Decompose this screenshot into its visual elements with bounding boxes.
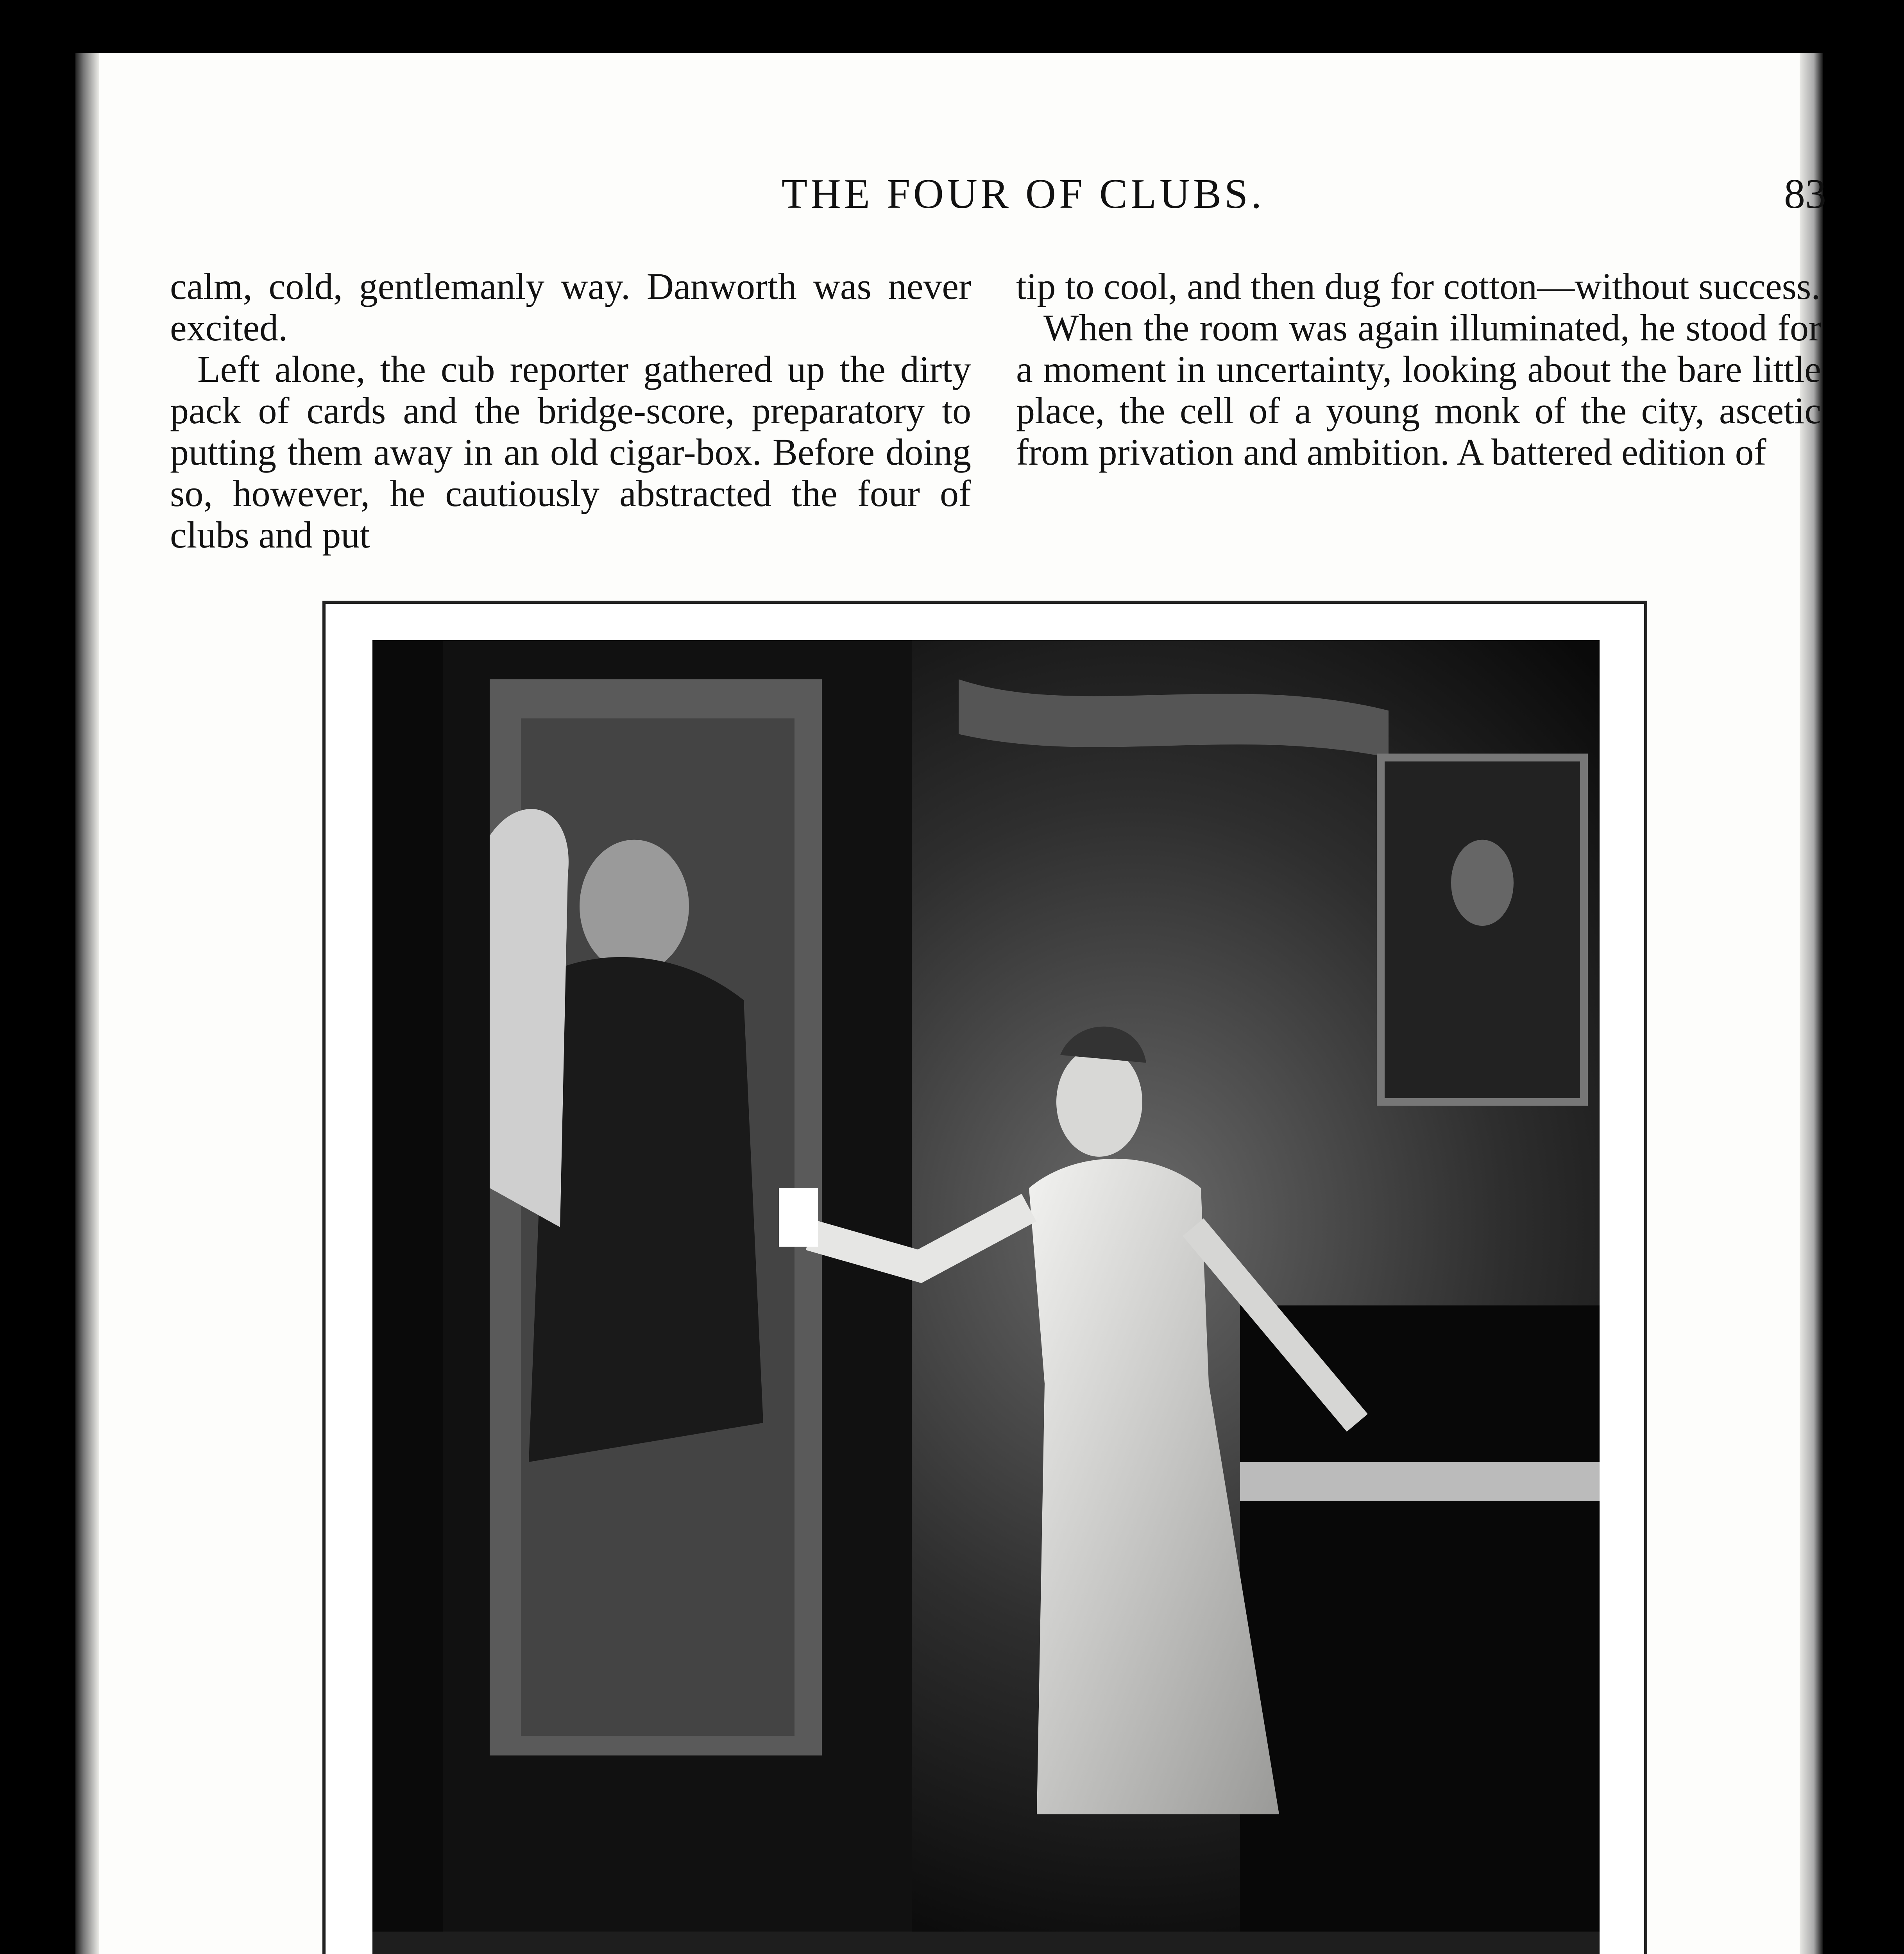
portrait-face: [1451, 840, 1514, 926]
page-number: 83: [1784, 171, 1826, 217]
column-top-left: [170, 266, 971, 556]
spine-shadow: [75, 53, 99, 1954]
paragraph: calm, cold, gentlemanly way. Danworth was never excited.: [170, 265, 971, 349]
running-title: THE FOUR OF CLUBS.: [781, 171, 1265, 217]
piano: [1240, 1305, 1600, 1954]
page-header: [75, 170, 1826, 217]
illustration-drawing: [372, 640, 1600, 1954]
paragraph: tip to cool, and then dug for cotton—without success.: [1016, 265, 1821, 307]
piano-keys: [1240, 1462, 1600, 1501]
paragraph: When the room was again illuminated, he stood for a moment in uncertainty, looking about the bare little place, the cell of a young monk of the city, ascetic from privation and ambition. A battered edition of: [1016, 307, 1821, 473]
wall-portrait: [1381, 757, 1584, 1102]
illustration: [372, 640, 1600, 1954]
woman-head: [1056, 1047, 1142, 1156]
hanging-coat: [490, 809, 569, 1227]
paragraph: Left alone, the cub reporter gathered up the dirty pack of cards and the bridge-score, preparatory to putting them away in an old cigar-box. Before doing so, however, he cautiously abstracted the four of clubs and put: [170, 348, 971, 556]
column-top-right: [1016, 266, 1821, 473]
man-head: [580, 840, 689, 973]
letter: [779, 1188, 818, 1247]
floor: [372, 1932, 1600, 1954]
